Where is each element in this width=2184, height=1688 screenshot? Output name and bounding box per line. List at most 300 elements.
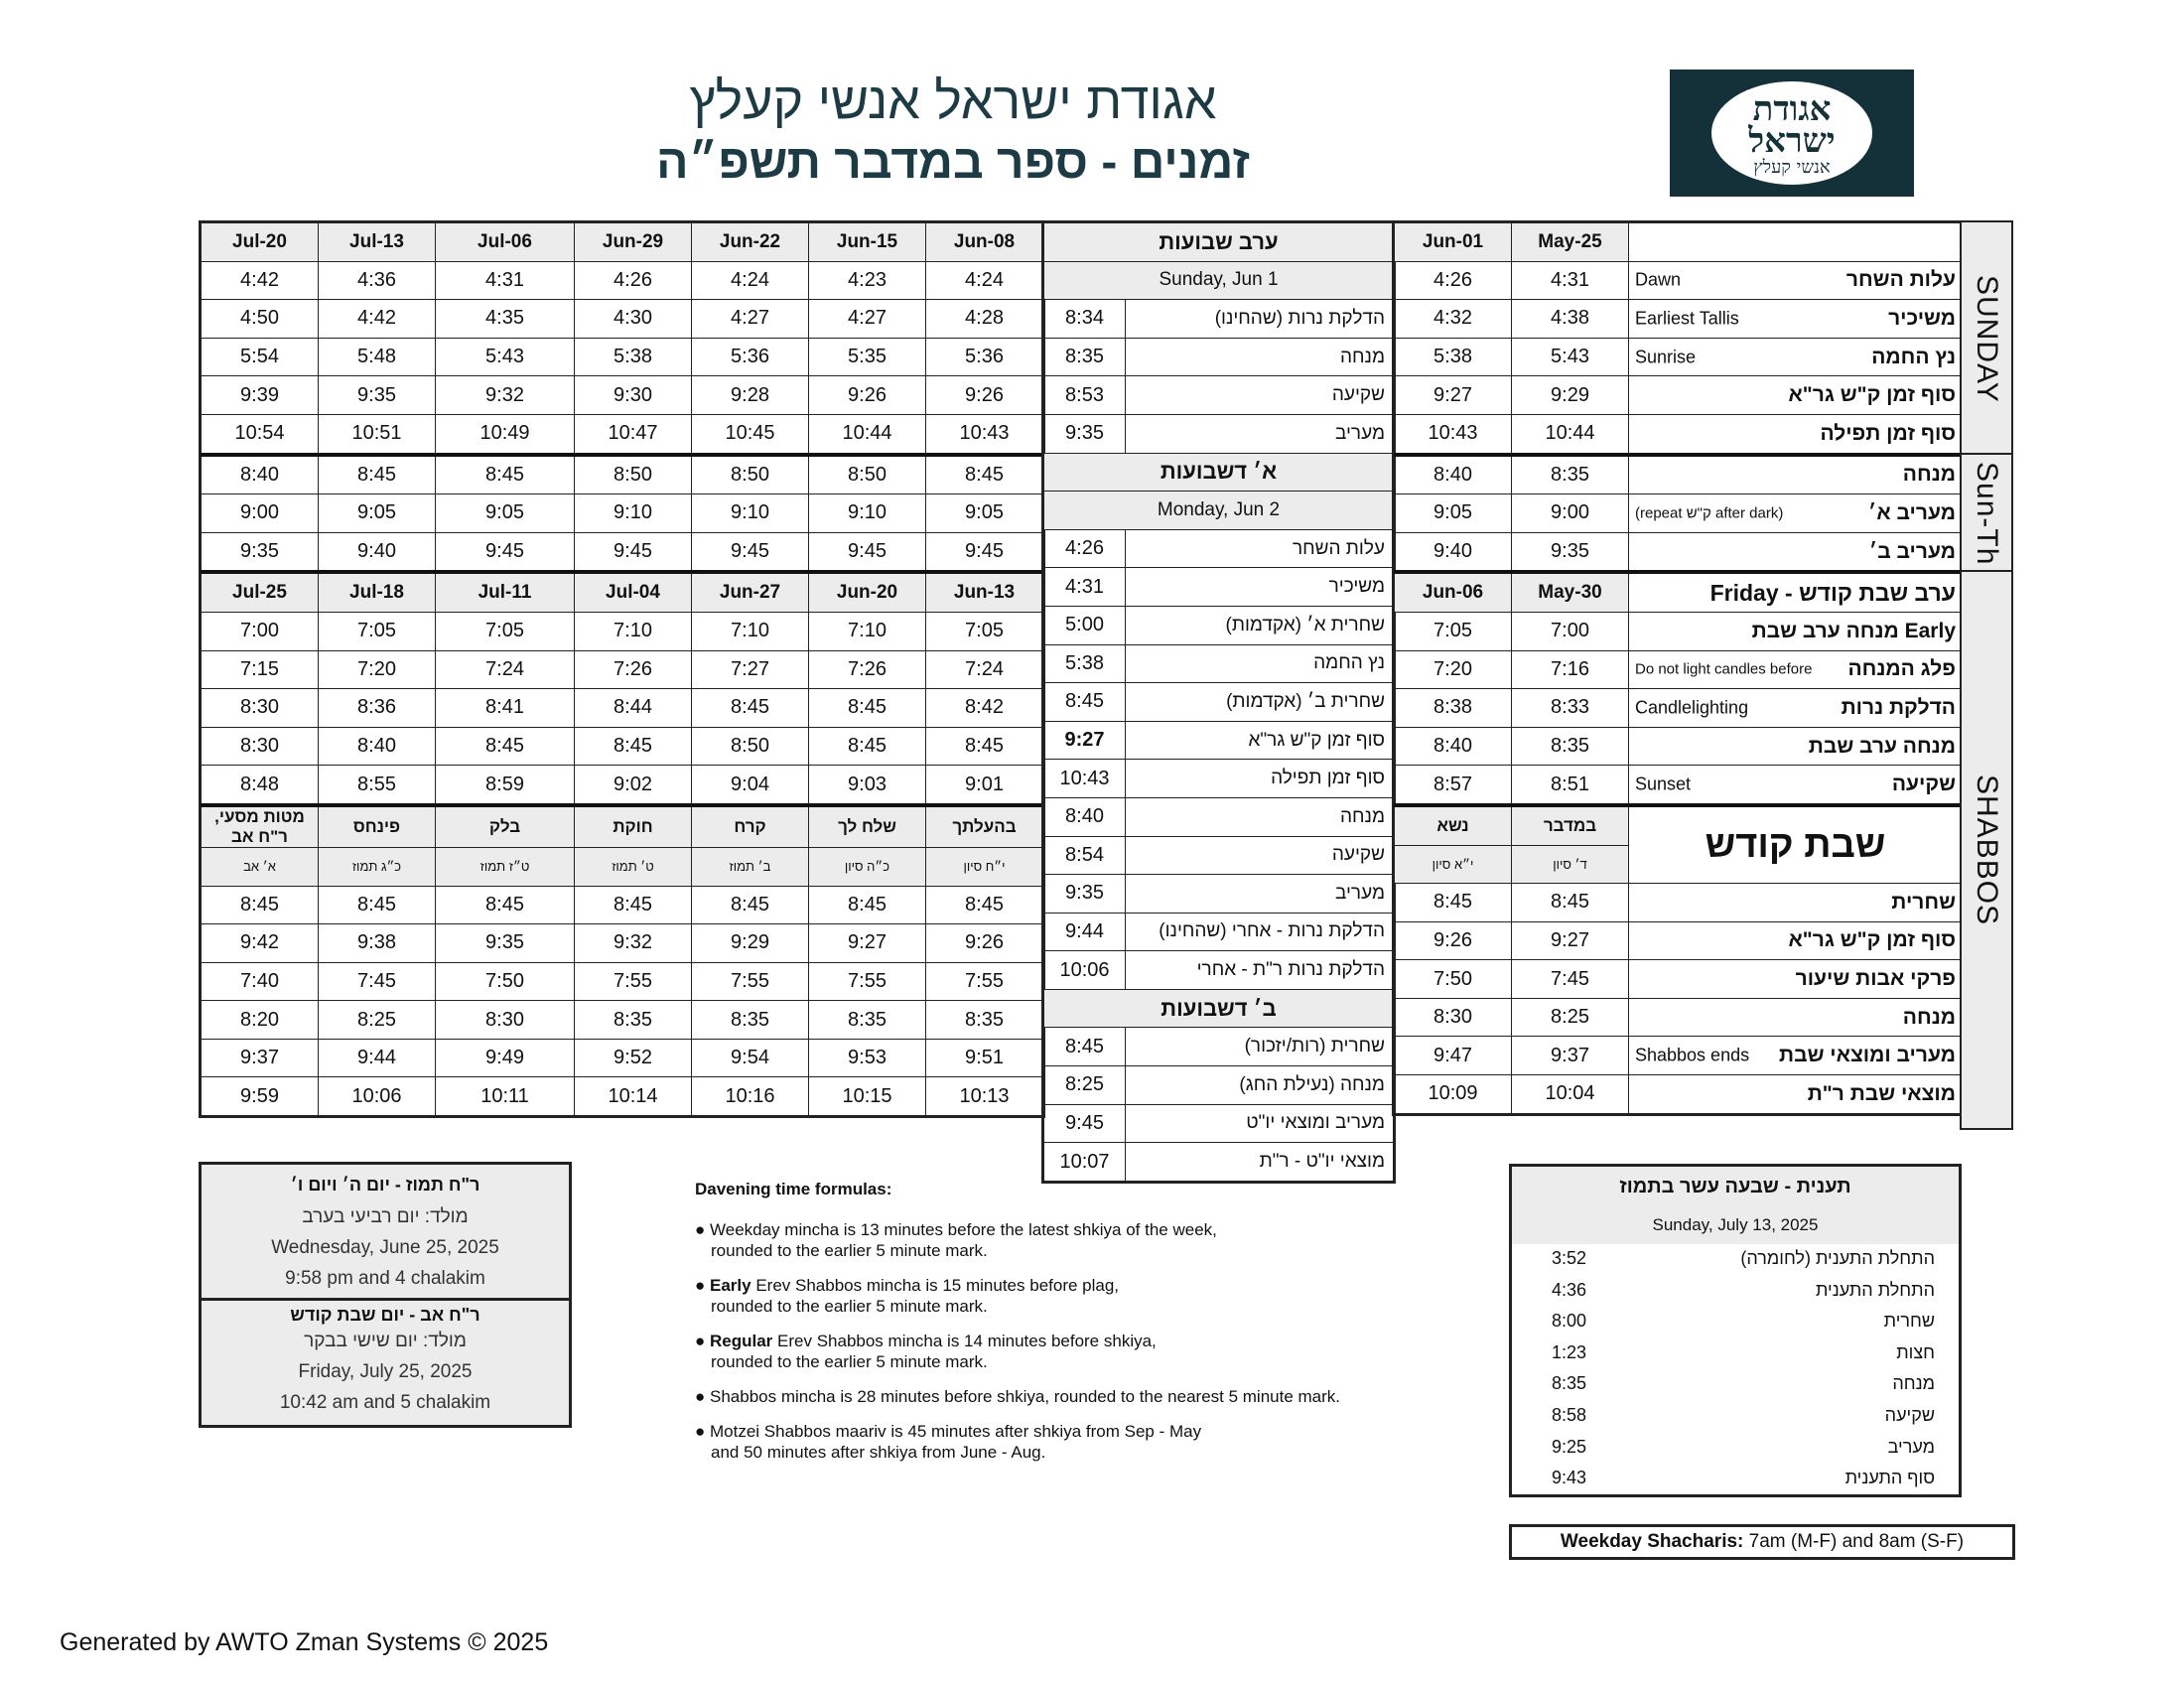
week-date-header: Jun-27 [692, 572, 809, 612]
zman-name [1629, 884, 1963, 922]
time-cell: 8:45 [926, 886, 1043, 924]
week-header-row [202, 223, 1043, 262]
time-cell: 7:55 [926, 962, 1043, 1001]
time-cell: 10:11 [436, 1077, 575, 1116]
zman-row [1044, 1028, 1394, 1066]
time-row [202, 494, 1043, 533]
fast-label: התחלת התענית [1815, 1279, 1935, 1300]
formulas-list [695, 1219, 1449, 1463]
zman-name [1629, 689, 1963, 728]
zman-label: הדלקת נרות (שהחינו) [1126, 300, 1394, 339]
formula-item [695, 1421, 1449, 1463]
time-cell: 7:20 [1395, 650, 1512, 689]
shabbos-kodesh-label: שבת קודש [1629, 805, 1963, 884]
time-cell: 8:45 [436, 727, 575, 766]
weekday-shacharis-value: 7am (M-F) and 8am (S-F) [1743, 1531, 1965, 1552]
time-cell: 8:30 [202, 689, 319, 728]
week-date-header: Jun-06 [1395, 572, 1512, 612]
week-date-header: Jul-18 [319, 572, 436, 612]
time-cell: 9:28 [692, 376, 809, 415]
time-cell: 9:39 [202, 376, 319, 415]
time-cell: 7:05 [926, 612, 1043, 650]
formula-line-1: Shabbos mincha is 28 minutes before shkiya, rounded to the nearest 5 minute mark. [710, 1387, 1341, 1406]
time-cell: 5:36 [926, 338, 1043, 376]
zman-row [1044, 1143, 1394, 1182]
erev-shavuos-date: Sunday, Jun 1 [1044, 261, 1394, 300]
week-date-header: Jun-15 [809, 223, 926, 262]
time-cell: 9:51 [926, 1039, 1043, 1077]
zman-name-hebrew: סוף זמן ק"ש גר"א [1788, 383, 1956, 407]
week-date-header: Jul-04 [575, 572, 692, 612]
time-cell: 8:55 [319, 766, 436, 805]
time-cell: 8:35 [692, 1001, 809, 1040]
time-row [1395, 921, 1963, 960]
zman-row [1044, 529, 1394, 568]
zman-time: 5:00 [1044, 606, 1126, 644]
weekday-shacharis-box [1509, 1524, 2015, 1560]
week-date-header: Jun-13 [926, 572, 1043, 612]
zman-name-english: Sunrise [1635, 347, 1697, 367]
time-cell: 8:44 [575, 689, 692, 728]
time-cell: 10:44 [809, 414, 926, 454]
time-cell: 8:45 [809, 886, 926, 924]
zman-name [1629, 1075, 1963, 1114]
time-cell: 9:40 [319, 532, 436, 572]
time-cell: 4:31 [1512, 261, 1629, 300]
time-cell: 7:10 [575, 612, 692, 650]
time-cell: 10:13 [926, 1077, 1043, 1116]
erev-shavuos-title-row [1044, 223, 1394, 262]
zman-name [1629, 1037, 1963, 1075]
formulas-heading: Davening time formulas: [695, 1180, 892, 1198]
weekly-times-table-early-weeks [1392, 220, 1965, 1116]
hebrew-date: כ״ה סיון [809, 847, 926, 886]
zman-label: מוצאי יו"ט - ר"ת [1126, 1143, 1394, 1182]
time-cell: 8:42 [926, 689, 1043, 728]
formula-line-1: Erev Shabbos mincha is 15 minutes before plag, [751, 1276, 1120, 1295]
zman-time: 9:35 [1044, 414, 1126, 453]
parsha-name: קרח [692, 805, 809, 848]
zman-time: 10:06 [1044, 951, 1126, 990]
week-date-header: Jul-11 [436, 572, 575, 612]
time-row [202, 727, 1043, 766]
zman-row [1044, 414, 1394, 453]
week-date-header: Jun-01 [1395, 223, 1512, 262]
time-cell: 5:38 [575, 338, 692, 376]
zman-label: מנחה [1126, 338, 1394, 376]
zman-row [1044, 1066, 1394, 1105]
formula-emphasis: Regular [710, 1332, 773, 1350]
logo-line-2: ישראל [1748, 121, 1836, 161]
zman-name-english: Candlelighting [1635, 697, 1749, 718]
time-row [202, 1001, 1043, 1040]
time-cell: 8:48 [202, 766, 319, 805]
zman-time: 8:40 [1044, 797, 1126, 836]
time-cell: 9:05 [319, 494, 436, 533]
time-cell: 4:27 [809, 300, 926, 339]
week-date-header: Jun-08 [926, 223, 1043, 262]
time-cell: 10:47 [575, 414, 692, 454]
time-cell: 8:35 [926, 1001, 1043, 1040]
zman-name [1629, 998, 1963, 1037]
fast-title: תענית - שבעה עשר בתמוז [1512, 1167, 1959, 1206]
time-cell: 8:45 [319, 455, 436, 494]
time-cell: 7:05 [1395, 612, 1512, 650]
time-row [202, 261, 1043, 300]
side-label-shabbos [1960, 570, 2013, 1130]
zman-name-hebrew: מנחה [1902, 1005, 1956, 1029]
time-cell: 9:35 [436, 924, 575, 963]
time-row [202, 650, 1043, 689]
parsha-name: בלק [436, 805, 575, 848]
hebrew-date: ד׳ סיון [1512, 845, 1629, 884]
zman-name [1629, 455, 1963, 494]
fast-row [1512, 1401, 1959, 1433]
time-cell: 7:55 [692, 962, 809, 1001]
time-row [202, 338, 1043, 376]
time-cell: 9:45 [436, 532, 575, 572]
week-date-header: May-25 [1512, 223, 1629, 262]
time-cell: 9:04 [692, 766, 809, 805]
time-row [202, 962, 1043, 1001]
time-cell: 7:00 [1512, 612, 1629, 650]
zman-name-hebrew: שקיעה [1891, 773, 1956, 796]
rosh-chodesh-tammuz-date: Wednesday, June 25, 2025 [271, 1237, 499, 1258]
time-cell: 7:26 [809, 650, 926, 689]
time-row [1395, 414, 1963, 454]
fast-row [1512, 1433, 1959, 1465]
parsha-row [1395, 805, 1963, 845]
time-cell: 9:45 [692, 532, 809, 572]
weekday-shacharis-label: Weekday Shacharis: [1560, 1531, 1744, 1552]
time-cell: 9:00 [202, 494, 319, 533]
time-cell: 7:10 [692, 612, 809, 650]
time-cell: 9:10 [809, 494, 926, 533]
hebrew-date-row [202, 847, 1043, 886]
time-cell: 5:38 [1395, 338, 1512, 376]
time-cell: 8:35 [575, 1001, 692, 1040]
time-cell: 5:54 [202, 338, 319, 376]
time-cell: 10:16 [692, 1077, 809, 1116]
time-cell: 9:38 [319, 924, 436, 963]
zman-label: שחרית א׳ (אקדמות) [1126, 606, 1394, 644]
time-cell: 8:25 [319, 1001, 436, 1040]
time-cell: 7:45 [319, 962, 436, 1001]
zman-row [1044, 760, 1394, 798]
time-cell: 4:30 [575, 300, 692, 339]
hebrew-date: א׳ אב [202, 847, 319, 886]
zman-label: סוף זמן ק"ש גר"א [1126, 721, 1394, 760]
time-cell: 8:35 [809, 1001, 926, 1040]
shavuos-day1-title-row [1044, 453, 1394, 492]
week-date-header: Jun-22 [692, 223, 809, 262]
time-cell: 4:26 [575, 261, 692, 300]
time-cell: 10:15 [809, 1077, 926, 1116]
zman-time: 8:34 [1044, 300, 1126, 339]
week-date-header: May-30 [1512, 572, 1629, 612]
time-cell: 8:20 [202, 1001, 319, 1040]
time-cell: 8:45 [436, 886, 575, 924]
zman-name-hebrew: משיכיר [1888, 306, 1956, 330]
fast-row [1512, 1307, 1959, 1338]
formula-item [695, 1219, 1449, 1261]
parsha-name: במדבר [1512, 805, 1629, 845]
zman-name-english: (repeat ק"ש after dark) [1635, 504, 1784, 522]
time-cell: 9:35 [1512, 532, 1629, 572]
time-row [1395, 532, 1963, 572]
time-cell: 5:43 [1512, 338, 1629, 376]
zman-label: הדלקת נרות ר"ת - אחרי [1126, 951, 1394, 990]
zman-name-hebrew: מעריב א׳ [1867, 500, 1956, 524]
zman-label: מעריב ומוצאי יו"ט [1126, 1104, 1394, 1143]
time-cell: 4:50 [202, 300, 319, 339]
fast-label: מנחה [1892, 1373, 1935, 1394]
fast-label: התחלת התענית (לחומרה) [1740, 1248, 1935, 1268]
zman-time: 8:45 [1044, 1028, 1126, 1066]
rosh-chodesh-av-date: Friday, July 25, 2025 [298, 1361, 473, 1382]
zman-name [1629, 921, 1963, 960]
time-cell: 5:36 [692, 338, 809, 376]
zman-name [1629, 532, 1963, 572]
zman-name [1629, 261, 1963, 300]
zman-time: 9:44 [1044, 913, 1126, 951]
formula-line-2: and 50 minutes after shkiya from June - Aug. [711, 1443, 1046, 1462]
time-cell: 8:40 [202, 455, 319, 494]
formula-emphasis: Early [710, 1276, 751, 1295]
time-row [1395, 1075, 1963, 1114]
footer-credit: Generated by AWTO Zman Systems © 2025 [60, 1628, 549, 1656]
time-cell: 9:54 [692, 1039, 809, 1077]
time-cell: 9:03 [809, 766, 926, 805]
fast-day-box [1509, 1164, 1962, 1497]
hebrew-date: י״א סיון [1395, 845, 1512, 884]
formula-line-2: rounded to the earlier 5 minute mark. [711, 1297, 988, 1316]
parsha-name: נשא [1395, 805, 1512, 845]
week-date-header: Jul-13 [319, 223, 436, 262]
zman-row [1044, 338, 1394, 376]
time-row [1395, 261, 1963, 300]
fast-time: 8:58 [1552, 1404, 1587, 1425]
time-cell: 4:23 [809, 261, 926, 300]
time-row [202, 1039, 1043, 1077]
erev-shavuos-title: ערב שבועות [1044, 223, 1394, 262]
fast-time: 8:35 [1552, 1373, 1587, 1394]
time-cell: 9:49 [436, 1039, 575, 1077]
parsha-name: חוקת [575, 805, 692, 848]
time-cell: 8:45 [692, 886, 809, 924]
time-cell: 9:27 [1395, 376, 1512, 415]
time-cell: 7:40 [202, 962, 319, 1001]
formula-item [695, 1275, 1449, 1317]
fast-row [1512, 1338, 1959, 1370]
time-row [202, 300, 1043, 339]
time-cell: 10:44 [1512, 414, 1629, 454]
week-date-header: Jun-29 [575, 223, 692, 262]
fast-rows [1512, 1244, 1959, 1495]
zman-row [1044, 721, 1394, 760]
zman-row [1044, 644, 1394, 683]
fast-row [1512, 1276, 1959, 1308]
zman-name-hebrew: נץ החמה [1871, 345, 1956, 368]
formula-line-1: Erev Shabbos mincha is 14 minutes before shkiya, [772, 1332, 1157, 1350]
time-cell: 7:24 [926, 650, 1043, 689]
fast-time: 3:52 [1552, 1248, 1587, 1268]
time-cell: 4:36 [319, 261, 436, 300]
time-cell: 8:35 [1512, 455, 1629, 494]
time-cell: 9:35 [202, 532, 319, 572]
fast-label: חצות [1896, 1341, 1935, 1362]
zman-label: מעריב [1126, 414, 1394, 453]
time-cell: 9:37 [202, 1039, 319, 1077]
rosh-chodesh-tammuz-molad: מולד: יום רביעי בערב [302, 1206, 469, 1227]
time-cell: 4:26 [1395, 261, 1512, 300]
logo-line-1: אגודת [1752, 89, 1832, 129]
time-row [1395, 612, 1963, 650]
time-row [1395, 455, 1963, 494]
fast-time: 8:00 [1552, 1311, 1587, 1332]
parsha-name: שלח לך [809, 805, 926, 848]
time-row [1395, 1037, 1963, 1075]
time-cell: 9:32 [575, 924, 692, 963]
zman-name [1629, 376, 1963, 415]
zman-name-hebrew: שחרית [1891, 890, 1956, 914]
fast-label: מעריב [1887, 1436, 1935, 1457]
shavuos-day1-date-row [1044, 492, 1394, 530]
week-header-row [202, 572, 1043, 612]
zman-time: 8:35 [1044, 338, 1126, 376]
side-label-sun-th-text: Sun-Th [1971, 461, 2003, 566]
time-cell: 10:45 [692, 414, 809, 454]
zman-time: 9:45 [1044, 1104, 1126, 1143]
time-cell: 8:45 [575, 727, 692, 766]
time-cell: 9:00 [1512, 494, 1629, 533]
time-cell: 8:40 [1395, 455, 1512, 494]
zman-row [1044, 1104, 1394, 1143]
fast-row [1512, 1464, 1959, 1495]
zman-row [1044, 568, 1394, 607]
zman-name-hebrew: סוף זמן תפילה [1820, 421, 1956, 445]
time-row [202, 612, 1043, 650]
time-row [1395, 494, 1963, 533]
zman-row [1044, 797, 1394, 836]
parsha-name: בהעלתך [926, 805, 1043, 848]
friday-label: Friday - ערב שבת קודש [1629, 572, 1963, 612]
formula-item [695, 1331, 1449, 1372]
time-cell: 9:05 [1395, 494, 1512, 533]
davening-formulas [695, 1180, 1449, 1477]
bullet-icon: ● [695, 1220, 710, 1239]
time-cell: 8:45 [692, 689, 809, 728]
time-cell: 10:09 [1395, 1075, 1512, 1114]
zman-name-hebrew: מנחה [1902, 463, 1956, 487]
time-cell: 9:05 [926, 494, 1043, 533]
time-cell: 9:37 [1512, 1037, 1629, 1075]
zman-name-english: Do not light candles before [1635, 660, 1813, 678]
time-cell: 7:45 [1512, 960, 1629, 999]
formula-item [695, 1386, 1449, 1407]
weekly-times-table-later-weeks [199, 220, 1045, 1118]
time-cell: 8:45 [202, 886, 319, 924]
time-cell: 9:26 [926, 376, 1043, 415]
time-cell: 7:27 [692, 650, 809, 689]
time-cell: 10:51 [319, 414, 436, 454]
zman-label: שחרית (רות/יזכור) [1126, 1028, 1394, 1066]
time-row [202, 414, 1043, 454]
time-cell: 8:45 [809, 727, 926, 766]
time-cell: 7:05 [436, 612, 575, 650]
time-cell: 7:50 [436, 962, 575, 1001]
time-cell: 8:51 [1512, 766, 1629, 805]
zman-time: 8:53 [1044, 376, 1126, 415]
time-cell: 9:01 [926, 766, 1043, 805]
zman-time: 8:45 [1044, 683, 1126, 722]
hebrew-date: כ״ג תמוז [319, 847, 436, 886]
rosh-chodesh-av-time: 10:42 am and 5 chalakim [279, 1392, 491, 1413]
zman-name-hebrew: מעריב ומוצאי שבת [1779, 1044, 1956, 1067]
time-cell: 8:45 [1512, 884, 1629, 922]
side-label-sunday [1960, 220, 2013, 457]
time-cell: 4:28 [926, 300, 1043, 339]
shavuos-times-table [1041, 220, 1396, 1184]
zman-row [1044, 683, 1394, 722]
time-row [202, 1077, 1043, 1116]
logo [1670, 70, 1914, 197]
time-cell: 7:20 [319, 650, 436, 689]
time-cell: 8:41 [436, 689, 575, 728]
time-row [202, 766, 1043, 805]
time-cell: 8:45 [319, 886, 436, 924]
rosh-chodesh-av [202, 1301, 569, 1425]
time-cell: 7:50 [1395, 960, 1512, 999]
zman-time: 8:54 [1044, 836, 1126, 875]
fast-time: 4:36 [1552, 1279, 1587, 1300]
formula-line-1: Weekday mincha is 13 minutes before the latest shkiya of the week, [710, 1220, 1217, 1239]
zman-name-english: Sunset [1635, 774, 1692, 794]
zman-label: מעריב [1126, 875, 1394, 914]
time-cell: 8:30 [202, 727, 319, 766]
time-cell: 9:10 [575, 494, 692, 533]
week-date-header: Jul-25 [202, 572, 319, 612]
time-cell: 9:42 [202, 924, 319, 963]
zman-label: מנחה (נעילת החג) [1126, 1066, 1394, 1105]
time-cell: 9:29 [1512, 376, 1629, 415]
time-row [1395, 338, 1963, 376]
bullet-icon: ● [695, 1387, 710, 1406]
time-cell: 7:55 [575, 962, 692, 1001]
hebrew-date: ט״ז תמוז [436, 847, 575, 886]
time-cell: 9:45 [926, 532, 1043, 572]
time-cell: 9:27 [1512, 921, 1629, 960]
side-label-shabbos-text: SHABBOS [1971, 774, 2003, 926]
time-cell: 7:05 [319, 612, 436, 650]
hebrew-date: ט׳ תמוז [575, 847, 692, 886]
time-row [1395, 650, 1963, 689]
zman-name-hebrew: Early מנחה ערב שבת [1751, 619, 1956, 642]
zman-time: 4:26 [1044, 529, 1126, 568]
zman-label: עלות השחר [1126, 529, 1394, 568]
zman-row [1044, 951, 1394, 990]
zman-name-hebrew: מעריב ב׳ [1868, 539, 1956, 563]
time-cell: 7:26 [575, 650, 692, 689]
time-cell: 9:32 [436, 376, 575, 415]
time-cell: 4:32 [1395, 300, 1512, 339]
time-row [1395, 300, 1963, 339]
zman-name [1629, 650, 1963, 689]
time-cell: 7:10 [809, 612, 926, 650]
time-cell: 8:50 [575, 455, 692, 494]
time-cell: 7:16 [1512, 650, 1629, 689]
zman-time: 4:31 [1044, 568, 1126, 607]
